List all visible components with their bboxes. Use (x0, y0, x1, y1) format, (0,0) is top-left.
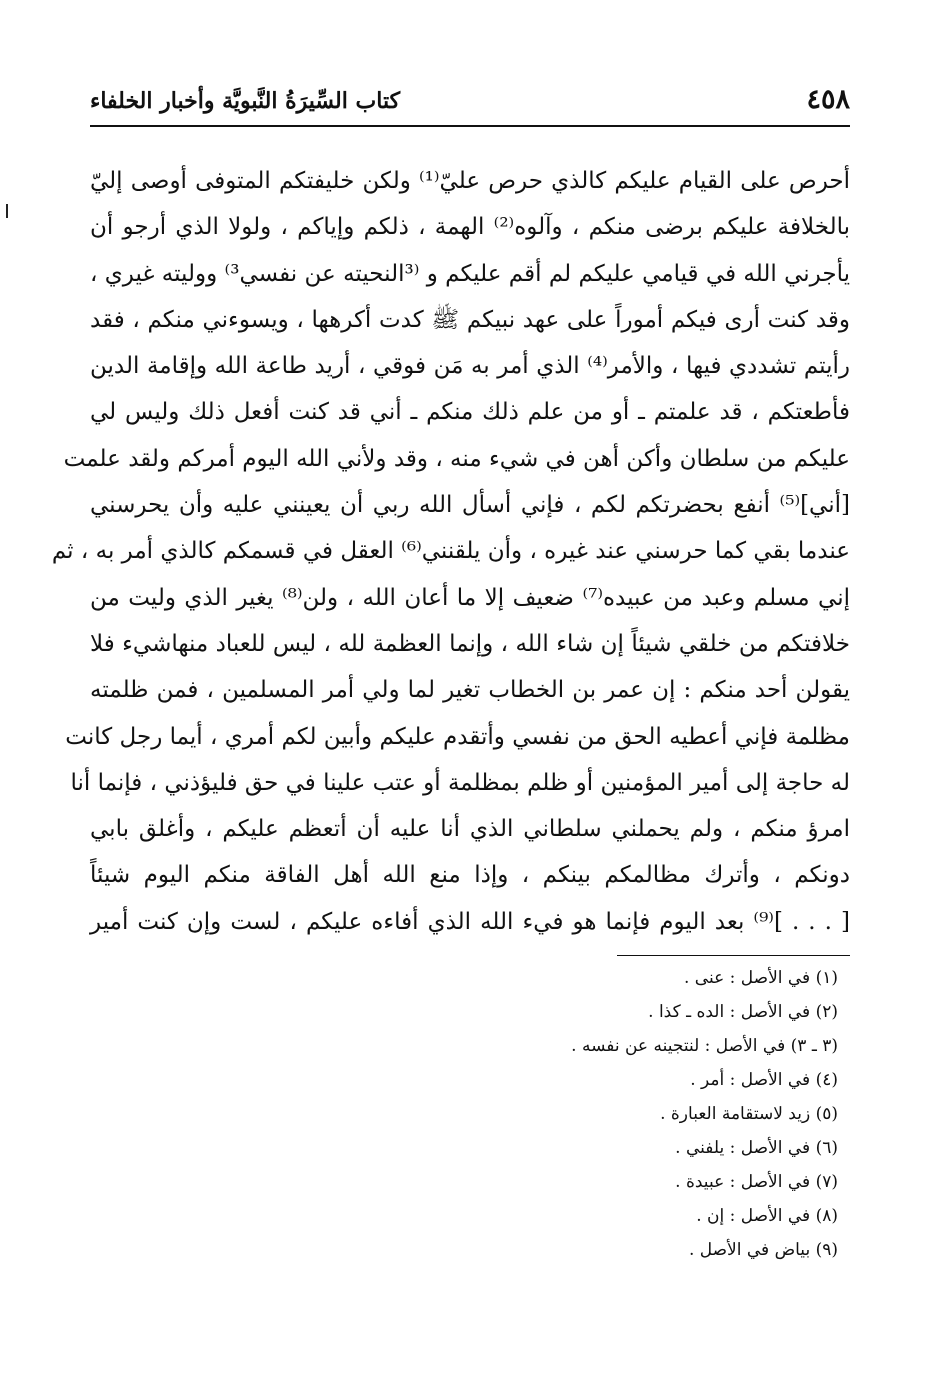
header-rule (90, 125, 850, 127)
scan-mark (6, 204, 8, 218)
text-line: دونكم ، وأترك مظالمكم بينكم ، وإذا منع الله أهل الفاقة منكم اليوم شيئاً (90, 862, 850, 889)
footnote: (٢) في الأصل : الده ـ كذا . (648, 1002, 838, 1022)
text-line: بالخلافة عليكم برضى منكم ، وآلوه⁽²⁾ الهمة ، ذلكم وإياكم ، ولولا الذي أرجو أن (90, 214, 850, 241)
page-number: ٤٥٨ (806, 84, 850, 115)
text-line: خلافتكم من خلقي شيئاً إن شاء الله ، وإنما العظمة لله ، ليس للعباد منهاشيء فلا (90, 630, 850, 657)
text-line: عندما بقي كما حرسني عند غيره ، وأن يلقنني⁽⁶⁾ العقل في قسمكم كالذي أمر به ، ثم (51, 538, 850, 565)
footnote-rule (617, 955, 850, 956)
footnote: (٥) زيد لاستقامة العبارة . (660, 1104, 838, 1124)
footnote: (٨) في الأصل : إن . (696, 1206, 838, 1226)
text-line: أحرص على القيام عليكم كالذي حرص عليّ⁽¹⁾ ولكن خليفتكم المتوفى أوصى إليّ (90, 168, 850, 194)
text-line: وقد كنت أرى فيكم أموراً على عهد نبيكم ﷺ كدت أكرهها ، ويسوءني منكم ، فقد (90, 306, 850, 333)
footnotes (400, 961, 838, 1267)
text-line: [ . . . ]⁽⁹⁾ بعد اليوم فإنما هو فيء الله الذي أفاءه عليكم ، لست وإن كنت أمير (90, 908, 850, 935)
text-line: امرؤ منكم ، ولم يحملني سلطاني الذي أنا عليه أن أتعظم عليكم ، وأغلق بابي (90, 816, 850, 843)
footnote: (٤) في الأصل : أمر . (690, 1070, 838, 1090)
page-header (90, 82, 850, 122)
running-title: كتاب السِّيرَةُ النَّبويَّة وأخبار الخلفاء (90, 88, 401, 114)
main-text (51, 158, 850, 945)
footnote: (٩) بياض في الأصل . (688, 1240, 838, 1260)
footnote: (٧) في الأصل : عبيدة . (675, 1172, 838, 1192)
text-line: [أني]⁽⁵⁾ أنفع بحضرتكم لكم ، فإني أسأل الله ربي أن يعينني عليه وأن يحرسني (90, 492, 850, 519)
text-line: يقولن أحد منكم : إن عمر بن الخطاب تغير لما ولي أمر المسلمين ، فمن ظلمته (90, 677, 850, 704)
text-line: له حاجة إلى أمير المؤمنين أو ظلم بمظلمة أو عتب علينا في حق فليؤذني ، فإنما أنا (70, 769, 850, 796)
text-line: يأجرني الله في قيامي عليكم لم أقم عليكم و ⁽³النحيته عن نفسي³⁾ ووليته غيري ، (90, 260, 850, 287)
text-line: عليكم من سلطان وأكن أهن في شيء منه ، وقد ولأني الله اليوم أمركم ولقد علمت (63, 445, 850, 472)
text-line: رأيتم تشددي فيها ، والأمر⁽⁴⁾ الذي أمر به مَن فوقي ، أريد طاعة الله وإقامة الدين (90, 353, 850, 380)
footnote: (١) في الأصل : عنى . (683, 968, 838, 988)
text-line: إني مسلم وعبد من عبيده⁽⁷⁾ ضعيف إلا ما أعان الله ، ولن⁽⁸⁾ يغير الذي وليت من (90, 584, 850, 611)
text-line: فأطعتكم ، قد علمتم ـ أو من علم ذلك منكم ـ أني قد كنت أفعل ذلك وليس لي (90, 399, 850, 426)
footnote: (٦) في الأصل : يلفني . (675, 1138, 838, 1158)
text-line: مظلمة فإني أعطيه الحق من نفسي وأتقدم عليكم وأبين لكم أمري ، أيما رجل كانت (65, 723, 850, 750)
footnote: (٣ ـ ٣) في الأصل : لنتجينه عن نفسه . (571, 1036, 838, 1056)
